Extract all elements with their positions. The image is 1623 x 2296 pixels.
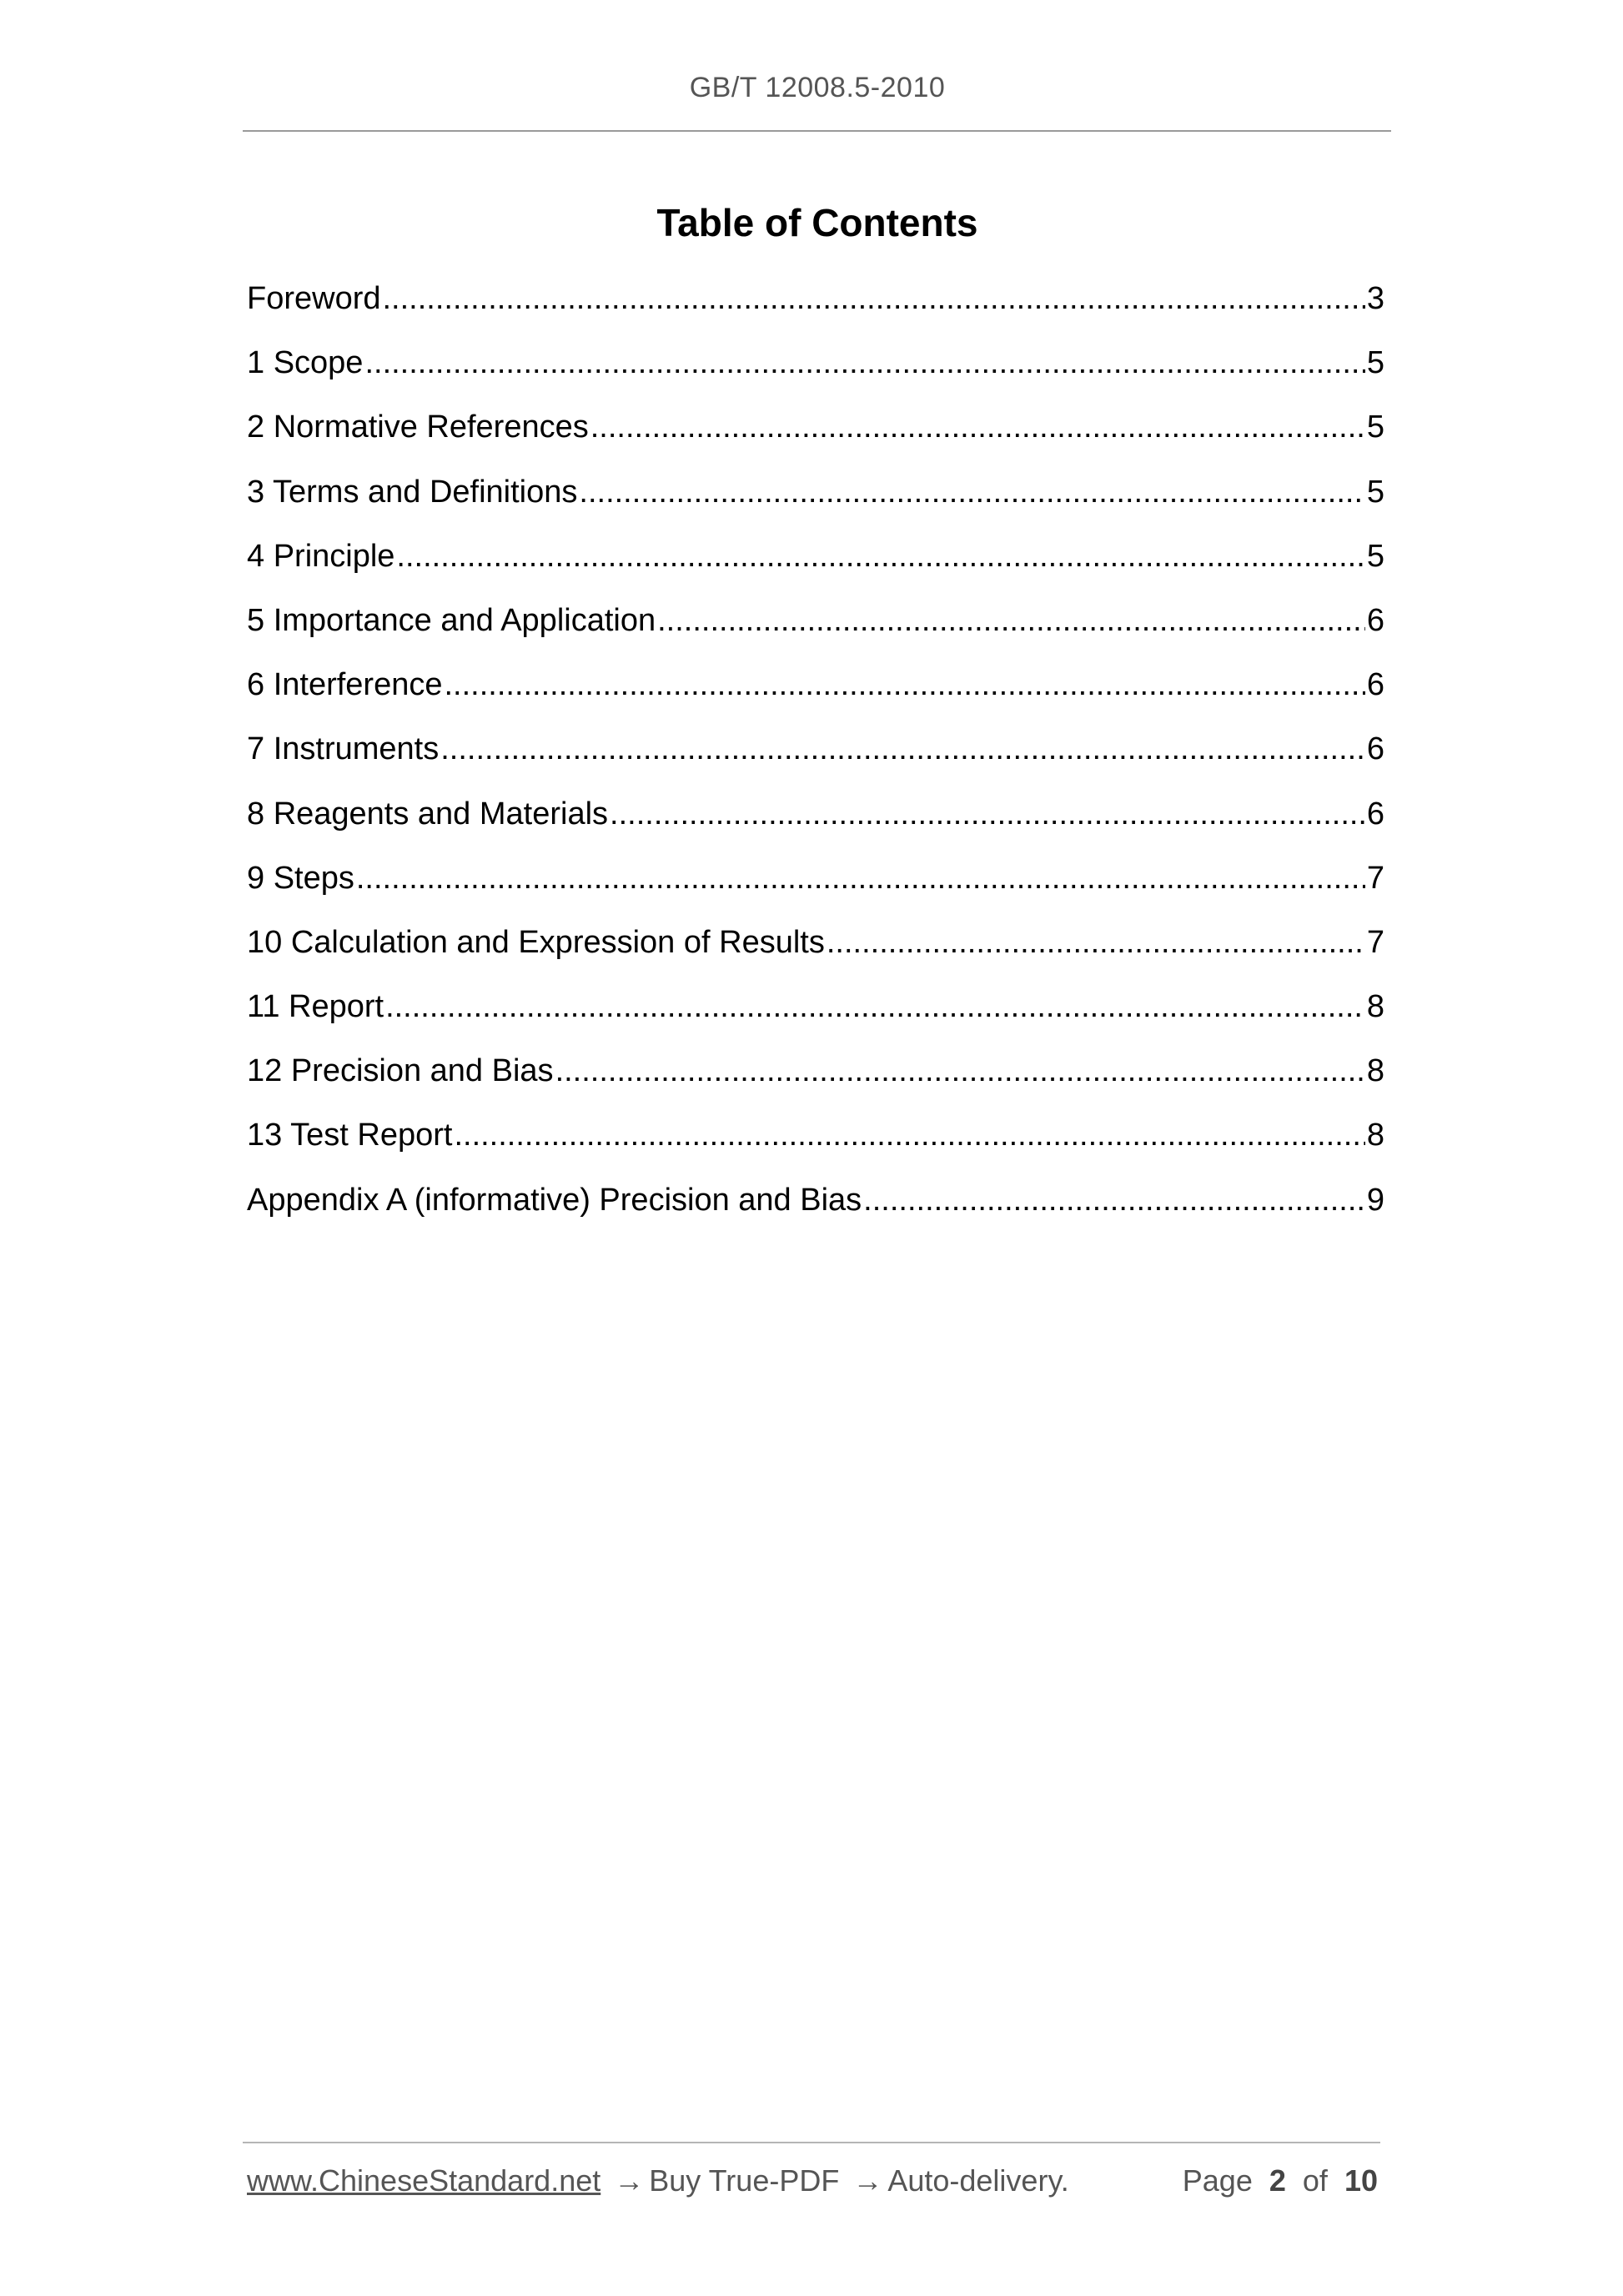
toc-leader-dots bbox=[383, 275, 1365, 322]
buy-text: Buy True-PDF bbox=[649, 2163, 840, 2198]
toc-entry-page: 6 bbox=[1366, 602, 1384, 638]
toc-leader-dots bbox=[356, 855, 1365, 902]
current-page-number: 2 bbox=[1269, 2163, 1286, 2198]
toc-entry-report[interactable] bbox=[247, 983, 1384, 1048]
toc-entry-page: 6 bbox=[1366, 667, 1384, 703]
toc-leader-dots bbox=[579, 469, 1364, 515]
toc-entry-page: 5 bbox=[1366, 345, 1384, 381]
toc-entry-test-report[interactable] bbox=[247, 1112, 1384, 1176]
header-divider bbox=[243, 130, 1391, 132]
delivery-text: Auto-delivery. bbox=[887, 2163, 1069, 2198]
toc-leader-dots bbox=[364, 339, 1364, 386]
toc-entry-label: 8 Reagents and Materials bbox=[247, 796, 609, 831]
toc-entry-label: 12 Precision and Bias bbox=[247, 1053, 554, 1089]
total-pages-number: 10 bbox=[1344, 2163, 1378, 2198]
toc-entry-calculation-results[interactable] bbox=[247, 919, 1384, 983]
toc-entry-label: 3 Terms and Definitions bbox=[247, 474, 578, 510]
arrow-right-icon: → bbox=[852, 2163, 883, 2198]
website-link[interactable]: www.ChineseStandard.net bbox=[247, 2163, 601, 2198]
toc-entry-label: 2 Normative References bbox=[247, 409, 589, 445]
of-word: of bbox=[1302, 2163, 1328, 2198]
toc-entry-steps[interactable] bbox=[247, 855, 1384, 919]
toc-entry-label: 9 Steps bbox=[247, 860, 354, 896]
toc-entry-foreword[interactable] bbox=[247, 275, 1384, 339]
toc-leader-dots bbox=[444, 661, 1364, 708]
footer-promo bbox=[247, 2163, 1069, 2198]
toc-entry-page: 5 bbox=[1366, 409, 1384, 445]
toc-leader-dots bbox=[454, 1112, 1364, 1158]
toc-leader-dots bbox=[657, 597, 1365, 644]
toc-list bbox=[247, 275, 1384, 1241]
toc-entry-reagents-materials[interactable] bbox=[247, 791, 1384, 855]
toc-entry-label: Appendix A (informative) Precision and Bias bbox=[247, 1182, 862, 1218]
page-indicator bbox=[1183, 2163, 1378, 2198]
toc-entry-label: 4 Principle bbox=[247, 538, 395, 574]
toc-entry-page: 8 bbox=[1366, 1053, 1384, 1089]
toc-entry-label: 5 Importance and Application bbox=[247, 602, 656, 638]
toc-entry-page: 9 bbox=[1366, 1182, 1384, 1218]
toc-entry-label: 6 Interference bbox=[247, 667, 443, 703]
toc-leader-dots bbox=[440, 726, 1365, 772]
toc-leader-dots bbox=[827, 919, 1365, 966]
footer-divider bbox=[243, 2142, 1380, 2143]
document-header: GB/T 12008.5-2010 bbox=[689, 72, 946, 103]
toc-entry-page: 7 bbox=[1366, 924, 1384, 960]
toc-leader-dots bbox=[385, 983, 1365, 1030]
toc-leader-dots bbox=[396, 533, 1364, 580]
toc-entry-appendix-a[interactable] bbox=[247, 1177, 1384, 1241]
toc-entry-page: 6 bbox=[1366, 731, 1384, 767]
toc-leader-dots bbox=[590, 404, 1365, 450]
toc-entry-page: 5 bbox=[1366, 474, 1384, 510]
toc-entry-terms-definitions[interactable] bbox=[247, 469, 1384, 533]
arrow-right-icon: → bbox=[614, 2163, 645, 2198]
toc-title: Table of Contents bbox=[656, 201, 978, 244]
toc-entry-label: 10 Calculation and Expression of Results bbox=[247, 924, 825, 960]
toc-entry-label: Foreword bbox=[247, 281, 381, 316]
page-word: Page bbox=[1182, 2163, 1253, 2198]
toc-entry-page: 6 bbox=[1366, 796, 1384, 831]
toc-entry-page: 8 bbox=[1366, 989, 1384, 1025]
toc-leader-dots bbox=[863, 1177, 1365, 1223]
toc-entry-page: 7 bbox=[1366, 860, 1384, 896]
toc-entry-page: 3 bbox=[1366, 281, 1384, 316]
toc-entry-label: 1 Scope bbox=[247, 345, 364, 381]
toc-leader-dots bbox=[610, 791, 1365, 837]
toc-entry-scope[interactable] bbox=[247, 339, 1384, 404]
toc-entry-page: 8 bbox=[1366, 1118, 1384, 1153]
toc-entry-page: 5 bbox=[1366, 538, 1384, 574]
toc-entry-interference[interactable] bbox=[247, 661, 1384, 726]
toc-entry-importance-application[interactable] bbox=[247, 597, 1384, 661]
toc-entry-instruments[interactable] bbox=[247, 726, 1384, 790]
toc-entry-principle[interactable] bbox=[247, 533, 1384, 597]
toc-entry-normative-references[interactable] bbox=[247, 404, 1384, 468]
toc-leader-dots bbox=[555, 1048, 1365, 1094]
toc-entry-label: 7 Instruments bbox=[247, 731, 440, 767]
toc-entry-precision-bias[interactable] bbox=[247, 1048, 1384, 1112]
toc-entry-label: 11 Report bbox=[247, 989, 384, 1025]
toc-entry-label: 13 Test Report bbox=[247, 1118, 453, 1153]
